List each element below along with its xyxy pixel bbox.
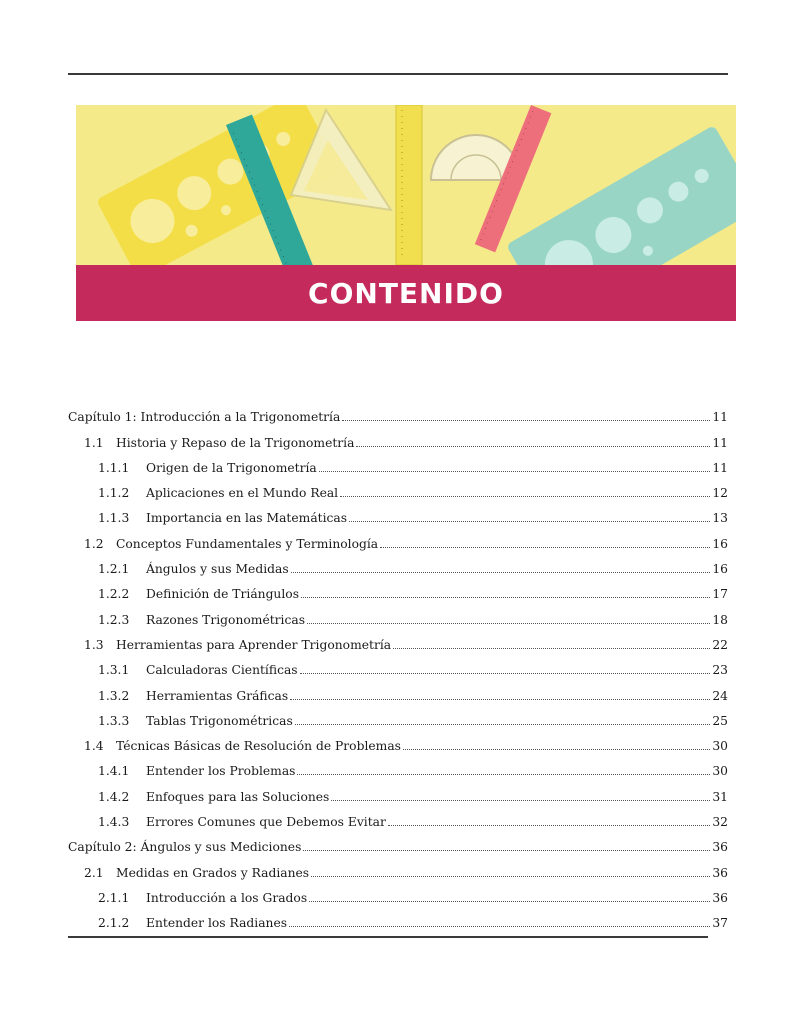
- toc-entry-label: Herramientas para Aprender Trigonometría: [116, 637, 392, 652]
- toc-entry-label: Tablas Trigonométricas: [146, 713, 293, 728]
- toc-entry-page: 36: [712, 890, 728, 905]
- toc-leader-dots: [342, 419, 710, 421]
- toc-entry[interactable]: [68, 830, 728, 855]
- toc-entry-page: 16: [712, 536, 728, 551]
- toc-entry-number: 1.4.3: [98, 815, 130, 830]
- toc-entry-label: Introducción a los Grados: [146, 890, 308, 905]
- toc-entry[interactable]: [68, 881, 728, 906]
- toc-entry[interactable]: [68, 577, 728, 602]
- toc-entry-page: 36: [712, 840, 728, 855]
- title-bar: [76, 265, 736, 321]
- toc-entry-label: Aplicaciones en el Mundo Real: [146, 486, 339, 501]
- toc-entry-page: 22: [712, 637, 728, 652]
- toc-entry-label: Capítulo 2: Ángulos y sus Mediciones: [68, 840, 302, 855]
- toc-entry-page: 16: [712, 562, 728, 577]
- toc-entry-number: 2.1: [84, 865, 104, 880]
- toc-entry[interactable]: [68, 678, 728, 703]
- toc-entry-number: 1.1: [84, 435, 104, 450]
- toc-entry-number: 1.3: [84, 637, 104, 652]
- toc-entry-number: 1.2.3: [98, 612, 130, 627]
- table-of-contents: [68, 400, 728, 931]
- toc-entry[interactable]: [68, 729, 728, 754]
- toc-entry-label: Entender los Radianes: [146, 916, 288, 931]
- toc-leader-dots: [291, 571, 711, 573]
- toc-entry-number: 1.4.1: [98, 764, 130, 779]
- toc-entry-page: 32: [712, 815, 728, 830]
- toc-entry-label: Conceptos Fundamentales y Terminología: [116, 536, 379, 551]
- toc-leader-dots: [295, 723, 711, 725]
- toc-entry-number: 1.2.1: [98, 562, 130, 577]
- toc-entry-label: Técnicas Básicas de Resolución de Problemas: [116, 739, 401, 754]
- toc-entry[interactable]: [68, 855, 728, 880]
- toc-entry-page: 30: [712, 739, 728, 754]
- toc-entry[interactable]: [68, 501, 728, 526]
- toc-entry-label: Medidas en Grados y Radianes: [116, 865, 310, 880]
- top-rule: [68, 73, 728, 75]
- toc-entry-label: Definición de Triángulos: [146, 587, 300, 602]
- toc-entry-page: 11: [712, 410, 728, 425]
- toc-leader-dots: [349, 520, 710, 522]
- toc-entry-label: Origen de la Trigonometría: [146, 460, 317, 475]
- toc-leader-dots: [380, 546, 710, 548]
- toc-leader-dots: [331, 799, 710, 801]
- toc-entry-number: 2.1.2: [98, 916, 130, 931]
- toc-entry[interactable]: [68, 552, 728, 577]
- toc-leader-dots: [297, 773, 710, 775]
- toc-leader-dots: [388, 824, 710, 826]
- toc-entry-label: Calculadoras Científicas: [146, 663, 298, 678]
- toc-entry[interactable]: [68, 628, 728, 653]
- toc-entry[interactable]: [68, 754, 728, 779]
- toc-entry-page: 36: [712, 865, 728, 880]
- toc-entry-page: 11: [712, 435, 728, 450]
- toc-entry-page: 23: [712, 663, 728, 678]
- toc-entry[interactable]: [68, 400, 728, 425]
- toc-entry-label: Capítulo 1: Introducción a la Trigonometría: [68, 410, 341, 425]
- toc-entry[interactable]: [68, 704, 728, 729]
- toc-entry-page: 37: [712, 916, 728, 931]
- toc-leader-dots: [340, 495, 710, 497]
- toc-entry[interactable]: [68, 451, 728, 476]
- toc-entry[interactable]: [68, 526, 728, 551]
- toc-entry-number: 1.2: [84, 536, 104, 551]
- toc-entry-label: Herramientas Gráficas: [146, 688, 289, 703]
- toc-leader-dots: [307, 622, 710, 624]
- toc-entry-page: 17: [712, 587, 728, 602]
- toc-entry[interactable]: [68, 906, 728, 931]
- bottom-rule: [68, 936, 708, 938]
- toc-entry-number: 1.4: [84, 739, 104, 754]
- header-banner: [76, 105, 736, 321]
- toc-leader-dots: [289, 925, 710, 927]
- toc-leader-dots: [290, 698, 710, 700]
- toc-entry-number: 1.1.2: [98, 486, 130, 501]
- toc-entry-label: Razones Trigonométricas: [146, 612, 306, 627]
- toc-entry-page: 31: [712, 789, 728, 804]
- toc-entry-number: 2.1.1: [98, 890, 130, 905]
- toc-entry-page: 30: [712, 764, 728, 779]
- toc-entry[interactable]: [68, 425, 728, 450]
- toc-entry[interactable]: [68, 602, 728, 627]
- toc-leader-dots: [403, 748, 710, 750]
- toc-entry-label: Importancia en las Matemáticas: [146, 511, 348, 526]
- toc-entry-number: 1.3.3: [98, 713, 130, 728]
- toc-entry-page: 12: [712, 486, 728, 501]
- toc-leader-dots: [309, 900, 710, 902]
- toc-entry-page: 13: [712, 511, 728, 526]
- toc-entry-page: 25: [712, 713, 728, 728]
- toc-entry-number: 1.4.2: [98, 789, 130, 804]
- toc-entry-label: Enfoques para las Soluciones: [146, 789, 330, 804]
- contents-title: CONTENIDO: [308, 276, 504, 310]
- toc-entry-number: 1.3.1: [98, 663, 130, 678]
- toc-entry-page: 24: [712, 688, 728, 703]
- toc-leader-dots: [393, 647, 710, 649]
- toc-entry[interactable]: [68, 653, 728, 678]
- toc-entry-number: 1.1.3: [98, 511, 130, 526]
- toc-entry-number: 1.1.1: [98, 460, 130, 475]
- toc-entry-label: Ángulos y sus Medidas: [146, 562, 289, 577]
- toc-entry-page: 18: [712, 612, 728, 627]
- toc-entry[interactable]: [68, 779, 728, 804]
- toc-leader-dots: [303, 849, 710, 851]
- toc-leader-dots: [319, 470, 711, 472]
- toc-entry-number: 1.2.2: [98, 587, 130, 602]
- toc-entry-label: Entender los Problemas: [146, 764, 296, 779]
- toc-entry-label: Historia y Repaso de la Trigonometría: [116, 435, 355, 450]
- toc-leader-dots: [301, 596, 710, 598]
- toc-leader-dots: [311, 875, 710, 877]
- toc-entry[interactable]: [68, 805, 728, 830]
- toc-entry[interactable]: [68, 476, 728, 501]
- toc-leader-dots: [356, 445, 710, 447]
- toc-entry-number: 1.3.2: [98, 688, 130, 703]
- toc-entry-label: Errores Comunes que Debemos Evitar: [146, 815, 386, 830]
- toc-entry-page: 11: [712, 460, 728, 475]
- toc-leader-dots: [300, 672, 711, 674]
